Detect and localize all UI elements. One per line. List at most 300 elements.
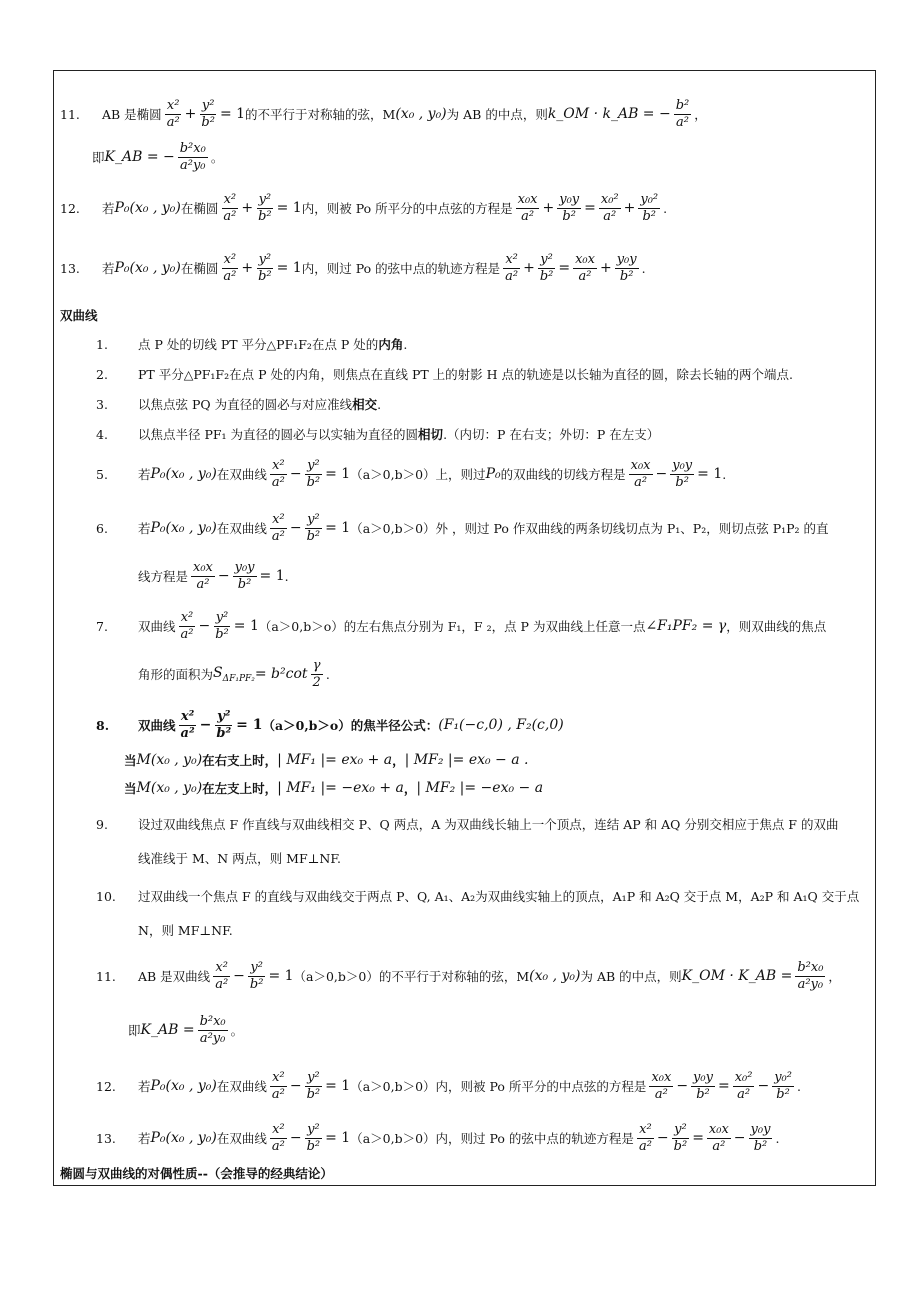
item-text: 过双曲线一个焦点 F 的直线与双曲线交于两点 P、Q, A₁、A₂为双曲线实轴上的顶点，A₁P 和 A₂Q 交于点 M，A₂P 和 A₁Q 交于点 — [138, 889, 860, 904]
fraction-numerator: y² — [540, 251, 553, 267]
item-text: （a＞0,b＞0）的不平行于对称轴的弦，M — [293, 969, 530, 984]
equals-one: = 1 — [325, 1078, 351, 1094]
item-bold: 相交 — [352, 397, 378, 412]
fraction-denominator: a² — [578, 268, 592, 284]
item-text: （a＞0,b＞0）上，则过 — [350, 467, 486, 482]
hyperbola-item-8 — [96, 703, 564, 747]
fraction-numerator: x₀x — [193, 559, 213, 575]
ellipse-item-12 — [60, 185, 667, 231]
fraction-denominator: b² — [673, 1138, 688, 1154]
fraction-denominator: a² — [196, 576, 210, 592]
fraction-denominator: a² — [638, 1138, 652, 1154]
fraction-x0x-a2 — [629, 458, 653, 491]
fraction-denominator: a² — [223, 268, 237, 284]
fraction-numerator: x₀x — [708, 1121, 729, 1137]
fraction-denominator: b² — [306, 1086, 321, 1102]
fraction-denominator: b² — [696, 1086, 710, 1102]
minus-sign: − — [655, 466, 668, 482]
fraction-y2-b2 — [256, 252, 274, 285]
midpoint-coords: (x₀ , y₀) — [529, 968, 581, 984]
content-frame — [53, 70, 876, 1186]
fraction-denominator: a² — [712, 1138, 726, 1154]
fraction-numerator: y₀² — [640, 191, 659, 207]
slope-product: k_OM · k_AB = − — [547, 106, 671, 122]
hyperbola-item-7-cont — [138, 651, 330, 697]
fraction-denominator: b² — [258, 268, 272, 284]
section-title-hyperbola: 双曲线 — [60, 308, 98, 323]
point-p0: P₀(x₀ , y₀) — [114, 200, 181, 216]
fraction-denominator: b² — [753, 1138, 768, 1154]
fraction-denominator: a² — [676, 114, 689, 130]
fraction-x2-a2 — [221, 192, 238, 225]
fraction-denominator: a² — [271, 1086, 285, 1102]
item-number: 1. — [96, 336, 108, 352]
equals-sign: = — [717, 1078, 730, 1094]
section-title-duality: 椭圆与双曲线的对偶性质--（会推导的经典结论） — [60, 1166, 333, 1181]
item-text: 在右支上时， — [202, 753, 278, 768]
item-text: 在双曲线 — [216, 1131, 267, 1146]
fraction-x02-a2 — [599, 192, 621, 225]
item-number: 12. — [60, 200, 80, 216]
fraction-numerator: y₀² — [774, 1069, 792, 1085]
hyperbola-item-12 — [96, 1063, 801, 1109]
item-text: 的双曲线的切线方程是 — [500, 467, 626, 482]
plus-sign: + — [623, 200, 636, 216]
point-p0: P₀(x₀ , y₀) — [150, 466, 217, 482]
item-text: AB 是椭圆 — [102, 107, 162, 122]
item-number: 4. — [96, 426, 108, 442]
plus-sign: + — [184, 106, 197, 122]
item-text: PT 平分△PF₁F₂在点 P 处的内角，则焦点在直线 PT 上的射影 H 点的轨迹是以长轴为直径的圆，除去长轴的两个端点. — [138, 367, 793, 382]
item-text: 以焦点半径 PF₁ 为直径的圆必与以实轴为直径的圆 — [138, 427, 419, 442]
fraction-numerator: x² — [223, 251, 237, 267]
hyperbola-item-2 — [96, 363, 793, 385]
fraction-numerator: γ — [312, 657, 321, 673]
fraction-denominator: b² — [258, 208, 272, 224]
fraction-denominator: b² — [216, 725, 232, 741]
hyperbola-item-1 — [96, 333, 407, 355]
item-text: 线方程是 — [138, 569, 189, 584]
fraction-x2-a2 — [270, 1070, 287, 1103]
fraction-denominator: a² — [271, 1138, 285, 1154]
fraction-numerator: y² — [201, 97, 215, 113]
hyperbola-item-11 — [96, 951, 841, 1001]
equals-sign: = — [584, 200, 596, 216]
fraction-x2-a2 — [270, 1122, 287, 1155]
fraction-b2-a2 — [674, 98, 692, 131]
fraction-numerator: b²x₀ — [199, 1013, 226, 1029]
item-text: （a＞0,b＞o）的左右焦点分别为 F₁，F ₂，点 P 为双曲线上任意一点 — [258, 619, 646, 634]
item-text: 即 — [92, 150, 105, 165]
fraction-numerator: y² — [217, 708, 231, 724]
fraction-numerator: x₀x — [651, 1069, 672, 1085]
item-text: . — [377, 396, 382, 412]
fraction-denominator: b² — [306, 1138, 321, 1154]
item-text: .（内切：P 在右支；外切：P 在左支） — [443, 427, 660, 442]
item-text: ， — [828, 969, 841, 984]
equals-sign: = — [558, 260, 571, 276]
point-p0: P₀(x₀ , y₀) — [150, 1078, 217, 1094]
fraction-y2-b2 — [199, 98, 217, 131]
item-text: 当 — [124, 753, 137, 768]
fraction-y2-b2 — [305, 1070, 323, 1103]
fraction-numerator: x² — [180, 609, 194, 625]
item-text: 。 — [210, 150, 224, 165]
fraction-x2-a2 — [637, 1122, 654, 1155]
item-text: . — [284, 568, 289, 584]
point-m: M(x₀ , y₀) — [136, 780, 203, 796]
fraction-numerator: x² — [272, 511, 285, 527]
fraction-x2-a2 — [213, 960, 230, 993]
item-text: AB 是双曲线 — [138, 969, 211, 984]
kab-label: K_AB = — [140, 1022, 195, 1038]
fraction-denominator: a² — [166, 114, 180, 130]
fraction-numerator: x² — [166, 97, 180, 113]
point-p0: P₀(x₀ , y₀) — [114, 260, 181, 276]
fraction-numerator: b²x₀ — [179, 140, 206, 156]
fraction-y2-b2 — [305, 512, 323, 545]
hyperbola-item-5 — [96, 451, 726, 497]
equals-one: = 1 — [219, 106, 246, 122]
item-text: . — [403, 336, 408, 352]
fraction-denominator: a² — [271, 474, 285, 490]
item-text: 若 — [102, 261, 115, 276]
minus-sign: − — [217, 568, 230, 584]
fraction-numerator: x₀x — [630, 457, 651, 473]
item-number: 11. — [60, 106, 80, 122]
hyperbola-item-11-cont — [128, 1005, 243, 1055]
fraction-numerator: x² — [180, 708, 195, 724]
fraction-x2-a2 — [179, 610, 196, 643]
fraction-x0x-a2 — [649, 1070, 673, 1103]
fraction-denominator: a²y₀ — [797, 976, 824, 992]
item-text: 。 — [230, 1023, 244, 1038]
fraction-numerator: y² — [674, 1121, 687, 1137]
item-bold: 相切 — [418, 427, 444, 442]
fraction-x0x-a2 — [191, 560, 215, 593]
equals-sign: = — [692, 1130, 704, 1146]
fraction-numerator: y² — [258, 191, 272, 207]
item-text: 设过双曲线焦点 F 作直线与双曲线相交 P、Q 两点，A 为双曲线长轴上一个顶点，连结 AP 和 AQ 分别交相应于焦点 F 的双曲 — [138, 817, 839, 832]
equals-one: = 1 — [233, 618, 259, 634]
fraction-numerator: x² — [272, 1069, 285, 1085]
midpoint-coords: (x₀ , y₀) — [395, 106, 447, 122]
fraction-y2-b2 — [305, 1122, 323, 1155]
item-text: 若 — [138, 467, 151, 482]
equals-one: = 1 — [697, 466, 723, 482]
fraction-denominator: b² — [306, 474, 321, 490]
point-p0-short: P₀ — [485, 466, 501, 482]
fraction-y0y-b2 — [233, 560, 257, 593]
fraction-x02-a2 — [733, 1070, 755, 1103]
hyperbola-item-8-right — [124, 749, 529, 771]
item-text: 即 — [128, 1023, 141, 1038]
fraction-numerator: x² — [505, 251, 518, 267]
fraction-y0y-b2 — [670, 458, 694, 491]
fraction-x2-a2 — [270, 512, 287, 545]
fraction-denominator: a²y₀ — [180, 157, 206, 173]
fraction-denominator: a² — [180, 725, 195, 741]
fraction-denominator: a² — [634, 474, 648, 490]
area-symbol — [213, 665, 255, 684]
fraction-denominator: a² — [654, 1086, 668, 1102]
fraction-numerator: b² — [675, 97, 690, 113]
item-text: 双曲线 — [138, 718, 176, 733]
fraction-b2x0-a2y0 — [198, 1014, 228, 1047]
plus-sign: + — [523, 260, 535, 276]
hyperbola-item-4 — [96, 423, 659, 445]
item-number: 13. — [60, 260, 80, 276]
fraction-denominator: a² — [505, 268, 519, 284]
item-bold: 内角 — [378, 337, 404, 352]
foci-coords: (F₁(−c,0) , F₂(c,0) — [438, 717, 564, 733]
left-branch-mf1: | MF₁ |= −ex₀ + a — [277, 780, 404, 796]
fraction-numerator: x² — [272, 457, 285, 473]
slope-product: K_OM · K_AB = — [681, 968, 793, 984]
fraction-numerator: y₀y — [672, 457, 693, 473]
fraction-y2-b2 — [305, 458, 323, 491]
fraction-x0x-a2 — [707, 1122, 731, 1155]
separator: ， — [403, 781, 417, 796]
hyperbola-item-6 — [96, 505, 829, 551]
minus-sign: − — [676, 1078, 689, 1094]
item-text: 内，则被 Po 所平分的中点弦的方程是 — [301, 201, 513, 216]
item-text: 双曲线 — [138, 619, 176, 634]
item-text: 若 — [138, 1131, 151, 1146]
item-text: 线准线于 M、N 两点，则 MF⊥NF. — [138, 851, 342, 866]
minus-sign: − — [757, 1078, 770, 1094]
fraction-denominator: b² — [619, 268, 634, 284]
ellipse-item-13 — [60, 245, 646, 291]
fraction-numerator: y₀y — [616, 251, 637, 267]
item-text: ，则双曲线的焦点 — [726, 619, 827, 634]
fraction-denominator: a²y₀ — [199, 1030, 226, 1046]
fraction-x2-a2 — [165, 98, 182, 131]
item-text: 为 AB 的中点，则 — [580, 969, 682, 984]
fraction-y2-b2 — [214, 709, 233, 742]
item-text: 内，则过 Po 的弦中点的轨迹方程是 — [301, 261, 501, 276]
item-number: 2. — [96, 366, 108, 382]
fraction-y0y-b2 — [749, 1122, 773, 1155]
equals-one: = 1 — [276, 200, 302, 216]
item-text: 以焦点弦 PQ 为直径的圆必与对应准线 — [138, 397, 353, 412]
hyperbola-item-10 — [96, 885, 859, 907]
point-p0: P₀(x₀ , y₀) — [150, 1130, 217, 1146]
hyperbola-item-9-cont — [138, 847, 341, 869]
fraction-numerator: x² — [223, 191, 237, 207]
fraction-denominator: b² — [642, 208, 657, 224]
fraction-x2-a2 — [221, 252, 238, 285]
item-text: （a＞0,b＞0）内，则过 Po 的弦中点的轨迹方程是 — [350, 1131, 634, 1146]
item-text: （a＞0,b＞0）内，则被 Po 所平分的中点弦的方程是 — [350, 1079, 647, 1094]
item-text: ， — [694, 107, 707, 122]
item-number: 7. — [96, 618, 108, 634]
fraction-b2x0-a2y0 — [178, 141, 208, 174]
minus-sign: − — [289, 1078, 302, 1094]
fraction-x2-a2 — [270, 458, 287, 491]
fraction-x2-a2 — [503, 252, 520, 285]
fraction-denominator: b² — [237, 576, 252, 592]
fraction-y02-b2 — [638, 192, 660, 225]
fraction-denominator: 2 — [312, 674, 321, 690]
fraction-numerator: y₀y — [559, 191, 580, 207]
item-text: 当 — [124, 781, 137, 796]
item-number: 12. — [96, 1078, 116, 1094]
item-text: 为 AB 的中点，则 — [446, 107, 548, 122]
equals-one: = 1 — [325, 1130, 351, 1146]
fraction-denominator: b² — [306, 528, 321, 544]
item-number: 10. — [96, 888, 116, 904]
hyperbola-item-3 — [96, 393, 381, 415]
fraction-denominator: a² — [180, 626, 194, 642]
fraction-denominator: a² — [223, 208, 237, 224]
fraction-denominator: b² — [215, 626, 229, 642]
fraction-b2x0-a2y0 — [795, 960, 825, 993]
item-number: 9. — [96, 816, 108, 832]
fraction-numerator: x² — [215, 959, 228, 975]
area-formula: = b²cot — [254, 666, 308, 682]
item-text: . — [796, 1078, 801, 1094]
point-p0: P₀(x₀ , y₀) — [150, 520, 217, 536]
fraction-x0x-a2 — [516, 192, 540, 225]
item-text: 若 — [138, 1079, 151, 1094]
item-text: . — [325, 666, 330, 682]
item-text: 在双曲线 — [216, 1079, 267, 1094]
item-number: 8. — [96, 717, 110, 733]
fraction-denominator: a² — [215, 976, 229, 992]
fraction-denominator: b² — [675, 474, 689, 490]
fraction-denominator: b² — [776, 1086, 790, 1102]
hyperbola-item-6-cont — [138, 553, 289, 599]
fraction-numerator: x₀² — [734, 1069, 753, 1085]
item-text: 在左支上时， — [202, 781, 278, 796]
fraction-numerator: y² — [258, 251, 272, 267]
fraction-denominator: b² — [201, 114, 215, 130]
equals-one: = 1 — [259, 568, 285, 584]
math-term: S — [213, 664, 223, 681]
point-m: M(x₀ , y₀) — [136, 752, 203, 768]
fraction-y2-b2 — [538, 252, 556, 285]
fraction-numerator: x² — [272, 1121, 285, 1137]
fraction-denominator: b² — [562, 208, 576, 224]
plus-sign: + — [542, 200, 555, 216]
item-text: （a＞0,b＞0）外 ，则过 Po 作双曲线的两条切线切点为 P₁、P₂，则切点弦 P₁P₂ 的直 — [350, 521, 829, 536]
item-text: 若 — [102, 201, 115, 216]
minus-sign: − — [199, 717, 212, 733]
item-text: 在双曲线 — [216, 521, 267, 536]
minus-sign: − — [289, 1130, 302, 1146]
item-number: 5. — [96, 466, 108, 482]
item-text: 在椭圆 — [180, 261, 219, 276]
item-text: . — [663, 200, 668, 216]
item-text: 若 — [138, 521, 151, 536]
hyperbola-item-10-cont — [138, 919, 233, 941]
item-text: （a＞0,b＞o）的焦半径公式： — [262, 718, 439, 733]
fraction-numerator: y² — [307, 511, 320, 527]
minus-sign: − — [198, 618, 211, 634]
fraction-numerator: y² — [215, 609, 229, 625]
separator: ， — [392, 753, 405, 768]
fraction-y0y-b2 — [557, 192, 581, 225]
fraction-numerator: y² — [250, 959, 263, 975]
fraction-numerator: y² — [307, 1121, 320, 1137]
item-text: N，则 MF⊥NF. — [138, 923, 233, 938]
minus-sign: − — [289, 466, 302, 482]
fraction-numerator: y₀y — [234, 559, 255, 575]
fraction-numerator: y₀y — [750, 1121, 771, 1137]
fraction-y0y-b2 — [615, 252, 639, 285]
equals-one: = 1 — [325, 520, 351, 536]
fraction-y2-b2 — [213, 610, 231, 643]
minus-sign: − — [733, 1130, 746, 1146]
fraction-y2-b2 — [248, 960, 266, 993]
item-text: 角形的面积为 — [138, 667, 214, 682]
fraction-y0y-b2 — [691, 1070, 715, 1103]
fraction-y2-b2 — [256, 192, 274, 225]
hyperbola-item-7 — [96, 603, 826, 649]
fraction-gamma-2 — [311, 658, 323, 691]
plus-sign: + — [599, 260, 612, 276]
item-number: 3. — [96, 396, 108, 412]
fraction-numerator: x₀x — [575, 251, 595, 267]
right-branch-mf2: | MF₂ |= ex₀ − a . — [404, 752, 529, 768]
equals-one: = 1 — [268, 968, 294, 984]
ellipse-item-11-cont — [92, 131, 223, 183]
minus-sign: − — [656, 1130, 669, 1146]
fraction-denominator: a² — [737, 1086, 751, 1102]
item-number: 6. — [96, 520, 108, 536]
math-term: ΔF₁PF₂ — [222, 673, 255, 684]
fraction-denominator: a² — [521, 208, 535, 224]
fraction-numerator: x₀² — [600, 191, 619, 207]
item-number: 11. — [96, 968, 116, 984]
fraction-numerator: y² — [307, 1069, 320, 1085]
fraction-y02-b2 — [772, 1070, 794, 1103]
minus-sign: − — [289, 520, 302, 536]
item-text: . — [722, 466, 727, 482]
fraction-x2-a2 — [179, 709, 197, 742]
item-text: 在椭圆 — [180, 201, 219, 216]
fraction-denominator: b² — [539, 268, 554, 284]
fraction-denominator: b² — [249, 976, 264, 992]
fraction-numerator: y₀y — [693, 1069, 713, 1085]
item-text: 的不平行于对称轴的弦，M — [245, 107, 396, 122]
hyperbola-item-8-left — [124, 777, 543, 799]
equals-one: = 1 — [276, 260, 302, 276]
item-text: 在双曲线 — [216, 467, 267, 482]
equals-one: = 1 — [325, 466, 351, 482]
fraction-numerator: x₀x — [517, 191, 538, 207]
fraction-denominator: a² — [603, 208, 617, 224]
fraction-numerator: x² — [639, 1121, 652, 1137]
fraction-numerator: b²x₀ — [797, 959, 824, 975]
fraction-x0x-a2 — [573, 252, 597, 285]
item-number: 13. — [96, 1130, 116, 1146]
item-text: . — [641, 260, 646, 276]
item-text: . — [775, 1130, 780, 1146]
focal-angle: ∠F₁PF₂ = γ — [645, 618, 727, 634]
plus-sign: + — [241, 200, 254, 216]
fraction-denominator: a² — [271, 528, 285, 544]
kab-label: K_AB = − — [104, 149, 175, 165]
fraction-y2-b2 — [672, 1122, 690, 1155]
right-branch-mf1: | MF₁ |= ex₀ + a — [277, 752, 393, 768]
item-text: 点 P 处的切线 PT 平分△PF₁F₂在点 P 处的 — [138, 337, 379, 352]
hyperbola-item-9 — [96, 813, 838, 835]
plus-sign: + — [241, 260, 254, 276]
equals-one: = 1 — [236, 717, 263, 733]
fraction-numerator: y² — [307, 457, 320, 473]
